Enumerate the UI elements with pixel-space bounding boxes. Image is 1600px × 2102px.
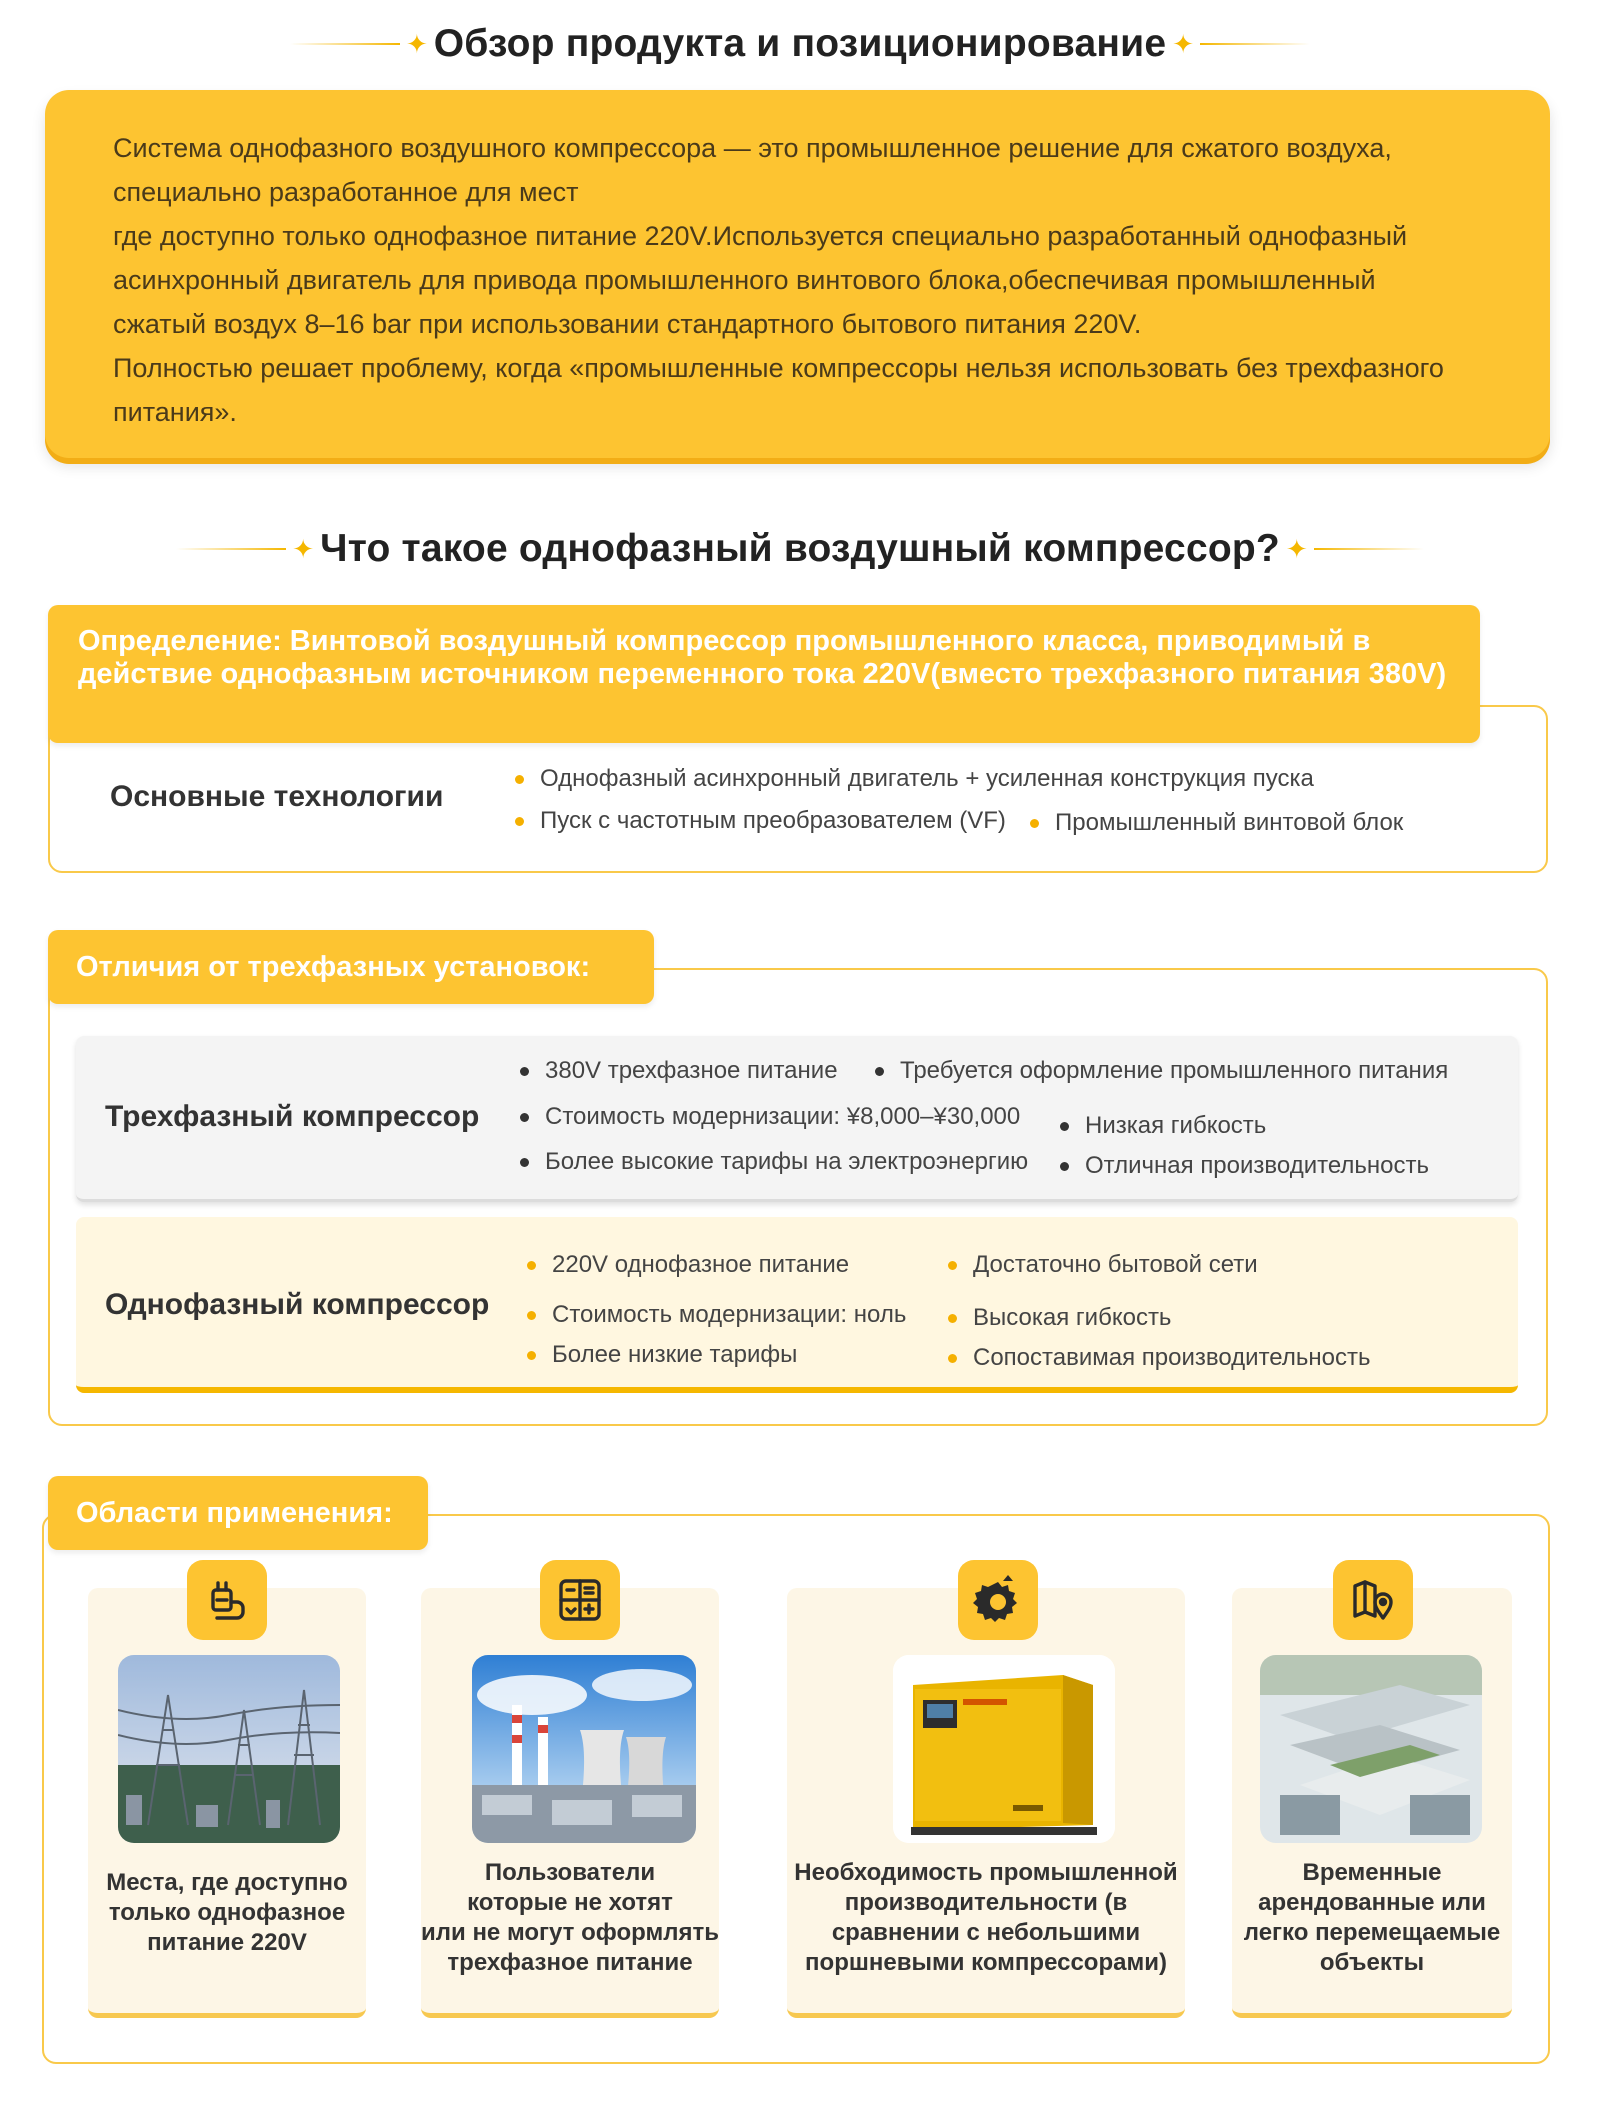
sparkle-icon: ✦: [1172, 29, 1195, 59]
bullet-dot: [948, 1261, 957, 1270]
three-phase-item: 380V трехфазное питание: [520, 1057, 838, 1085]
overview-heading: [0, 22, 1600, 66]
overview-card: [45, 90, 1550, 458]
gear-performance-icon: [958, 1560, 1038, 1640]
definition-heading: [0, 527, 1600, 571]
bullet-dot: [875, 1067, 884, 1076]
bullet-dot: [948, 1354, 957, 1363]
differences-tab: Отличия от трехфазных установок:: [48, 930, 654, 1004]
sparkle-icon: ✦: [1285, 534, 1308, 564]
core-tech-item: Пуск с частотным преобразователем (VF): [515, 807, 1006, 835]
bullet-dot: [515, 775, 524, 784]
core-tech-item: Промышленный винтовой блок: [1030, 809, 1403, 837]
three-phase-item: Более высокие тарифы на электроэнергию: [520, 1148, 1028, 1176]
application-text: Пользователи которые не хотят или не могут оформлять трехфазное питание: [421, 1859, 719, 1976]
map-location-icon: [1333, 1560, 1413, 1640]
title-divider-left: [290, 43, 400, 45]
bullet-dot: [948, 1314, 957, 1323]
single-phase-item: Сопоставимая производительность: [948, 1344, 1370, 1372]
sparkle-icon: ✦: [292, 534, 315, 564]
bullet-dot: [520, 1113, 529, 1122]
power-plug-icon: [187, 1560, 267, 1640]
title-divider-right: [1314, 548, 1424, 550]
overview-line: Полностью решает проблему, когда «промышленные компрессоры нельзя использовать без трехфазного: [113, 353, 1444, 383]
three-phase-item: Стоимость модернизации: ¥8,000–¥30,000: [520, 1103, 1020, 1131]
three-phase-item: Отличная производительность: [1060, 1152, 1429, 1180]
single-phase-item: Более низкие тарифы: [527, 1341, 797, 1369]
bullet-dot: [1060, 1122, 1069, 1131]
compressor-photo: [893, 1655, 1115, 1843]
single-phase-label: Однофазный компрессор: [105, 1288, 490, 1321]
application-text: Временные арендованные или легко перемещаемые объекты: [1243, 1859, 1501, 1976]
overview-line: специально разработанное для мест: [113, 177, 579, 207]
single-phase-item: 220V однофазное питание: [527, 1251, 849, 1279]
overview-line: где доступно только однофазное питание 220V.Используется специально разработанный однофазный: [113, 221, 1408, 251]
bullet-dot: [1060, 1162, 1069, 1171]
bullet-dot: [515, 817, 524, 826]
application-text: Места, где доступно только однофазное питание 220V: [106, 1869, 348, 1956]
section-title: Что такое однофазный воздушный компрессор?: [320, 527, 1280, 570]
section-title: Обзор продукта и позиционирование: [433, 22, 1167, 65]
bullet-dot: [520, 1067, 529, 1076]
definition-banner: [48, 605, 1480, 743]
three-phase-item: Требуется оформление промышленного питания: [875, 1057, 1448, 1085]
building-complex-photo: [1260, 1655, 1482, 1843]
application-text: Необходимость промышленной производительности (в сравнении с небольшими поршневыми компрессорами): [794, 1859, 1178, 1976]
single-phase-item: Высокая гибкость: [948, 1304, 1171, 1332]
overview-line: питания».: [113, 397, 237, 427]
overview-line: асинхронный двигатель для привода промышленного винтового блока,обеспечивая промышленный: [113, 265, 1376, 295]
overview-line: сжатый воздух 8–16 bar при использовании стандартного бытового питания 220V.: [113, 309, 1142, 339]
title-divider-right: [1200, 43, 1310, 45]
three-phase-item: Низкая гибкость: [1060, 1112, 1266, 1140]
bullet-dot: [520, 1158, 529, 1167]
industrial-plant-photo: [472, 1655, 696, 1843]
bullet-dot: [1030, 819, 1039, 828]
single-phase-item: Достаточно бытовой сети: [948, 1251, 1258, 1279]
single-phase-item: Стоимость модернизации: ноль: [527, 1301, 906, 1329]
core-tech-label: Основные технологии: [110, 780, 444, 813]
bullet-dot: [527, 1261, 536, 1270]
sparkle-icon: ✦: [405, 29, 428, 59]
power-grid-photo: [118, 1655, 340, 1843]
title-divider-left: [176, 548, 286, 550]
bullet-dot: [527, 1311, 536, 1320]
three-phase-label: Трехфазный компрессор: [105, 1100, 480, 1133]
overview-line: Система однофазного воздушного компрессора — это промышленное решение для сжатого воздуха,: [113, 133, 1392, 163]
control-panel-icon: [540, 1560, 620, 1640]
definition-text: Определение: Винтовой воздушный компрессор промышленного класса, приводимый в действие однофазным источником переменного тока 220V(вместо трехфазного питания 380V): [78, 625, 1447, 690]
bullet-dot: [527, 1351, 536, 1360]
core-tech-item: Однофазный асинхронный двигатель + усиленная конструкция пуска: [515, 765, 1314, 793]
applications-tab: Области применения:: [48, 1476, 428, 1550]
